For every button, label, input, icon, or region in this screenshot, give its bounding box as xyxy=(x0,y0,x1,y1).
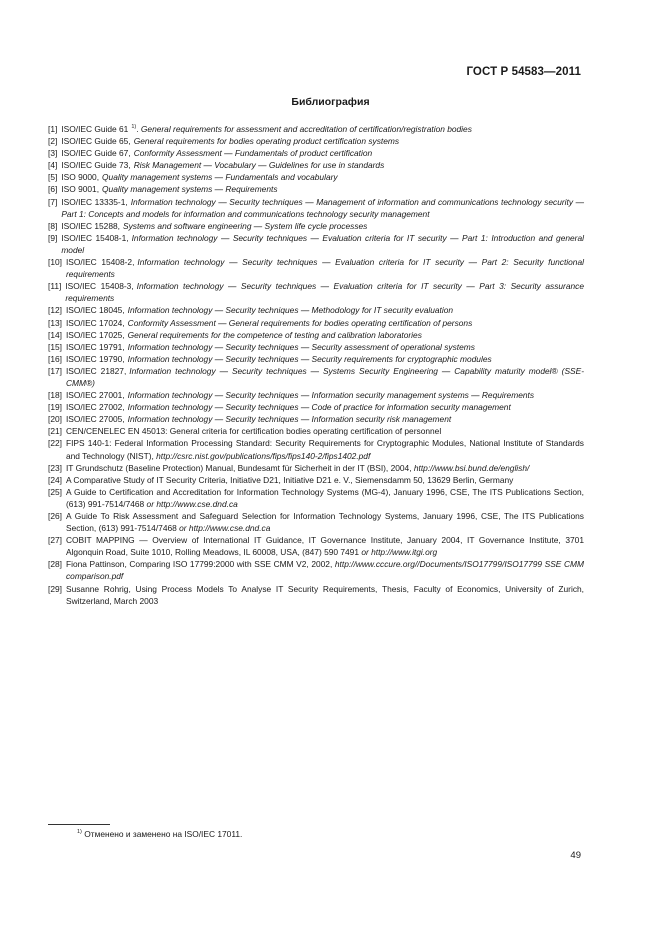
standard-number: ГОСТ Р 54583—2011 xyxy=(466,66,581,78)
entry-body xyxy=(61,171,584,183)
entry-number: [21] xyxy=(48,426,62,437)
entry-number: [26] xyxy=(48,511,62,521)
entry-body xyxy=(66,583,584,607)
entry-or: or xyxy=(361,547,369,558)
bibliography-entry xyxy=(48,232,584,256)
entry-body xyxy=(61,123,584,135)
entry-title: Risk Management — Vocabulary — Guidelines for use in standards xyxy=(133,160,385,171)
bibliography-entry xyxy=(48,183,584,195)
entry-text: A Guide To Risk Assessment and Safeguard Selection for Information Technology Systems, January 1996, CSE, The ITS Publications Section, (613) 991-7514/7468 xyxy=(65,511,584,534)
entry-title: General requirements for bodies operating product certification systems xyxy=(133,136,400,147)
entry-body xyxy=(61,147,584,159)
entry-standard-code: ISO/IEC 17025, xyxy=(65,329,125,340)
entry-body xyxy=(66,389,584,401)
entry-number: [6] xyxy=(48,184,58,195)
entry-text: A Comparative Study of IT Security Criteria, Initiative D21, Initiative D21 e. V., Siemensdamm 50, 13629 Berlin, Germany xyxy=(65,474,514,485)
bibliography-entry xyxy=(48,413,584,425)
entry-body xyxy=(66,413,584,425)
entry-number: [4] xyxy=(48,160,58,171)
entry-url: http://www.itgi.org xyxy=(371,547,438,558)
entry-title: Conformity Assessment — General requirements for bodies operating certification of persons xyxy=(127,317,473,328)
entry-standard-code: ISO 9001, xyxy=(61,184,100,195)
entry-number: [24] xyxy=(48,474,62,485)
entry-standard-code: ISO/IEC 18045, xyxy=(65,305,125,316)
bibliography-entry xyxy=(48,486,584,510)
bibliography-entry xyxy=(48,280,584,304)
footnote-reference: 1) xyxy=(131,124,137,131)
entry-text: Susanne Rohrig, Using Process Models To Analyse IT Security Requirements, Thesis, Faculty of Economics, University of Zurich, Switzerland, March 2003 xyxy=(65,583,584,606)
bibliography-entry xyxy=(48,147,584,159)
entry-title: Quality management systems — Fundamentals and vocabulary xyxy=(102,172,338,183)
entry-title: General requirements for assessment and accreditation of certification/registration bodies xyxy=(140,124,472,134)
bibliography-entry xyxy=(48,510,584,534)
entry-number: [28] xyxy=(48,559,62,570)
entry-standard-code: ISO/IEC 27005, xyxy=(65,414,125,425)
entry-number: [8] xyxy=(48,220,58,231)
bibliography-entry xyxy=(48,462,584,474)
entry-title: Systems and software engineering — System life cycle processes xyxy=(122,220,368,231)
entry-text: FIPS 140-1: Federal Information Processing Standard: Security Requirements for Cryptographic Modules, National Institute of Standards and Technology (NIST), xyxy=(65,438,584,461)
entry-text: IT Grundschutz (Baseline Protection) Manual, Bundesamt für Sicherheit in der IT (BSI), 2004, xyxy=(65,462,412,473)
bibliography-entry xyxy=(48,474,584,486)
entry-title: Conformity Assessment — Fundamentals of product certification xyxy=(133,148,373,159)
entry-body xyxy=(66,474,584,486)
bibliography-entry xyxy=(48,437,584,461)
entry-body xyxy=(66,317,584,329)
bibliography-entry xyxy=(48,256,584,280)
entry-title: Quality management systems — Requirements xyxy=(102,184,278,195)
entry-body xyxy=(66,329,584,341)
entry-number: [10] xyxy=(48,257,62,268)
entry-body xyxy=(66,401,584,413)
entry-body xyxy=(61,159,584,171)
entry-number: [14] xyxy=(48,329,62,340)
bibliography-entry xyxy=(48,135,584,147)
entry-body xyxy=(66,256,584,280)
entry-standard-code: ISO/IEC Guide 67, xyxy=(61,148,131,159)
entry-number: [1] xyxy=(48,124,58,134)
bibliography-entry xyxy=(48,341,584,353)
entry-body xyxy=(66,437,584,461)
bibliography-entry xyxy=(48,196,584,220)
entry-number: [3] xyxy=(48,148,58,159)
entry-text: A Guide to Certification and Accreditation for Information Technology Systems (MG-4), January 1996, CSE, The ITS Publications Section, (613) 991-7514/7468 xyxy=(65,486,584,509)
entry-standard-code: ISO/IEC 27002, xyxy=(65,402,125,413)
entry-standard-code: ISO/IEC Guide 65, xyxy=(61,136,131,147)
entry-title: Information technology — Security techniques — Evaluation criteria for IT security — Part 2: Security functional requirements xyxy=(65,257,584,280)
entry-number: [16] xyxy=(48,353,62,364)
entry-number: [17] xyxy=(48,365,62,376)
entry-standard-code: ISO/IEC 19791, xyxy=(65,341,125,352)
entry-number: [29] xyxy=(48,583,62,594)
entry-body xyxy=(66,558,584,582)
footnote-text: Отменено и заменено на ISO/IEC 17011. xyxy=(84,829,243,839)
bibliography-entry xyxy=(48,329,584,341)
entry-number: [22] xyxy=(48,438,62,449)
bibliography-entry xyxy=(48,353,584,365)
entry-standard-code: ISO/IEC 13335-1, xyxy=(61,196,128,207)
entry-number: [19] xyxy=(48,402,62,413)
entry-number: [23] xyxy=(48,462,62,473)
bibliography-entry xyxy=(48,401,584,413)
entry-url: http://www.cse.dnd.ca xyxy=(156,498,238,509)
entry-text: CEN/CENELEC EN 45013: General criteria for certification bodies operating certification of personnel xyxy=(65,426,442,437)
entry-number: [20] xyxy=(48,414,62,425)
bibliography-entry xyxy=(48,171,584,183)
entry-standard-code: ISO/IEC 19790, xyxy=(65,353,125,364)
entry-body xyxy=(66,353,584,365)
entry-number: [15] xyxy=(48,341,62,352)
entry-standard-code: ISO/IEC Guide 61 xyxy=(61,124,129,134)
entry-title: Information technology — Security techniques — Methodology for IT security evaluation xyxy=(127,305,454,316)
entry-number: [13] xyxy=(48,317,62,328)
entry-number: [11] xyxy=(48,281,62,292)
entry-body xyxy=(61,135,584,147)
entry-title: General requirements for the competence of testing and calibration laboratories xyxy=(127,329,422,340)
footnote-divider xyxy=(48,824,110,825)
entry-body xyxy=(61,220,584,232)
bibliography-entry xyxy=(48,304,584,316)
entry-separator: . xyxy=(136,124,141,134)
footnote-marker: 1) xyxy=(77,829,82,836)
bibliography-entry xyxy=(48,123,584,135)
entry-number: [25] xyxy=(48,486,62,497)
entry-body xyxy=(66,486,584,510)
entry-body xyxy=(61,232,584,256)
entry-number: [18] xyxy=(48,390,62,401)
bibliography-entry xyxy=(48,425,584,437)
entry-title: Information technology — Security techniques — Code of practice for information security management xyxy=(127,402,511,413)
bibliography-entry xyxy=(48,534,584,558)
entry-url: http://www.bsi.bund.de/english/ xyxy=(413,462,530,473)
entry-number: [7] xyxy=(48,196,58,207)
entry-number: [9] xyxy=(48,232,58,243)
entry-body xyxy=(66,462,584,474)
bibliography-entry xyxy=(48,220,584,232)
entry-body xyxy=(66,425,584,437)
entry-title: Information technology — Security techniques — Systems Security Engineering — Capability maturity model® (SSE-CMM®) xyxy=(65,365,584,388)
entry-text: COBIT MAPPING — Overview of International IT Guidance, IT Governance Institute, January 2004, IT Governance Institute, 3701 Algonquin Road, Suite 1010, Rolling Meadows, IL 60008, USA, (847) 590 7491 xyxy=(65,535,584,558)
entry-title: Information technology — Security techniques — Management of information and communications technology security — Part 1: Concepts and models for information and communications technology security management xyxy=(61,196,585,219)
entry-standard-code: ISO/IEC 27001, xyxy=(65,390,125,401)
entry-title: Information technology — Security techniques — Security requirements for cryptographic modules xyxy=(127,353,492,364)
entry-standard-code: ISO/IEC 15408-1, xyxy=(61,232,129,243)
bibliography-entry xyxy=(48,317,584,329)
entry-body xyxy=(66,510,584,534)
entry-body xyxy=(65,280,584,304)
page-number: 49 xyxy=(570,850,581,861)
entry-title: Information technology — Security techniques — Information security risk management xyxy=(127,414,452,425)
entry-number: [12] xyxy=(48,305,62,316)
entry-url: http://www.cccure.org//Documents/ISO17799/ISO17799 SSE CMM comparison.pdf xyxy=(65,559,584,582)
footnote xyxy=(77,829,242,839)
bibliography-entry xyxy=(48,583,584,607)
entry-url: http://csrc.nist.gov/publications/fips/fips140-2/fips1402.pdf xyxy=(156,450,371,461)
entry-title: Information technology — Security techniques — Security assessment of operational systems xyxy=(127,341,475,352)
entry-standard-code: ISO/IEC 17024, xyxy=(65,317,125,328)
bibliography-entry xyxy=(48,159,584,171)
entry-number: [2] xyxy=(48,136,58,147)
page-title: Библиография xyxy=(291,96,370,108)
entry-body xyxy=(66,304,584,316)
entry-standard-code: ISO/IEC 15408-2, xyxy=(65,257,135,268)
entry-standard-code: ISO/IEC 21827, xyxy=(65,365,127,376)
entry-body xyxy=(61,196,584,220)
entry-standard-code: ISO/IEC 15288, xyxy=(61,220,120,231)
entry-body xyxy=(66,534,584,558)
entry-standard-code: ISO/IEC 15408-3, xyxy=(65,281,134,292)
entry-body xyxy=(61,183,584,195)
entry-url: http://www.cse.dnd.ca xyxy=(188,523,271,534)
bibliography-entry xyxy=(48,365,584,389)
entry-number: [5] xyxy=(48,172,58,183)
entry-or: or xyxy=(179,523,187,534)
entry-body xyxy=(66,341,584,353)
entry-title: Information technology — Security techniques — Evaluation criteria for IT security — Part 3: Security assurance requirements xyxy=(65,281,584,304)
entry-standard-code: ISO 9000, xyxy=(61,172,100,183)
entry-title: Information technology — Security techniques — Information security management systems — Requirements xyxy=(127,390,535,401)
entry-number: [27] xyxy=(48,535,62,546)
bibliography-list xyxy=(48,123,584,607)
bibliography-entry xyxy=(48,558,584,582)
entry-text: Fiona Pattinson, Comparing ISO 17799:2000 with SSE CMM V2, 2002, xyxy=(65,559,333,570)
entry-standard-code: ISO/IEC Guide 73, xyxy=(61,160,131,171)
entry-or: or xyxy=(146,498,154,509)
entry-title: Information technology — Security techniques — Evaluation criteria for IT security — Part 1: Introduction and general model xyxy=(61,232,584,255)
bibliography-entry xyxy=(48,389,584,401)
entry-body xyxy=(66,365,584,389)
